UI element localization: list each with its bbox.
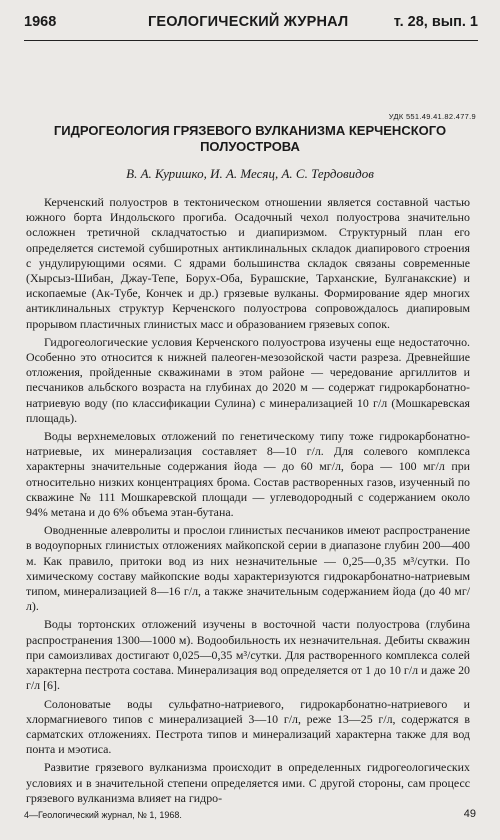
header-volume-issue: т. 28, вып. 1: [393, 14, 478, 30]
running-header: [24, 14, 478, 36]
header-year: 1968: [24, 14, 57, 30]
article-body: [26, 195, 470, 809]
article-title: ГИДРОГЕОЛОГИЯ ГРЯЗЕВОГО ВУЛКАНИЗМА КЕРЧЕНСКОГО ПОЛУОСТРОВА: [53, 123, 447, 154]
header-rule: [24, 40, 478, 41]
article-authors: В. А. Куришко, И. А. Месяц, А. С. Тердовидов: [126, 166, 374, 181]
footer-signature: 4—Геологический журнал, № 1, 1968.: [24, 810, 182, 820]
header-journal-name: ГЕОЛОГИЧЕСКИЙ ЖУРНАЛ: [148, 14, 349, 30]
body-paragraph: Воды тортонских отложений изучены в восточной части полуострова (глубина распространения 1300—1000 м). Водообильность их незначительная. Дебиты скважин при самоизливах достигают 0,025—0,35 м³/сутки. Для растворенного комплекса солей характерна пестрота состава. Минерализация вод определяется от 1 до 10 г/л и даже 20 г/л [6].: [26, 617, 470, 693]
body-paragraph: Развитие грязевого вулканизма происходит в определенных гидрогеологических условиях и в значительной степени определяется ими. С другой стороны, сам процесс грязевого вулканизма влияет на гидро-: [26, 760, 470, 805]
body-paragraph: Воды верхнемеловых отложений по генетическому типу тоже гидрокарбонатно-натриевые, их минерализация составляет 8—10 г/л. Для солевого комплекса характерны значительные содержания йода — до 60 мг/л, бора — 100 мг/л при относительно низких концентрациях брома. Состав растворенных газов, изученный по скважине № 111 Мошкаревской площади — углеводородный с содержанием около 94% метана и до 6% объема этан-бутана.: [26, 429, 470, 520]
body-paragraph: Оводненные алевролиты и прослои глинистых песчаников имеют распространение в водоупорных глинистых отложениях майкопской серии в диапазоне глубин 200—400 м. Как правило, притоки вод из них незначительные — 0,25—0,35 м³/сутки. По химическому составу майкопские воды характеризуются гидрокарбонатно-натриевым типом, минерализацией 8—16 г/л, а также значительным содержанием йода (до 40 мг/л).: [26, 523, 470, 614]
page-footer: [24, 808, 476, 822]
page-number: 49: [463, 808, 476, 820]
body-paragraph: Гидрогеологические условия Керченского полуострова изучены еще недостаточно. Особенно это относится к нижней палеоген-мезозойской части разреза. Древнейшие отложения, пройденные скважинами в этом районе — чередование аргиллитов и песчаников альбского возраста на глубинах до 2020 м — содержат гидрокарбонатно-натриевую воду (по классификации Сулина) с минерализацией 10 г/л (Мошкаревская площадь).: [26, 334, 470, 425]
body-paragraph: Керченский полуостров в тектоническом отношении является составной частью южного борта Индольского прогиба. Осадочный чехол полуострова значительно осложнен третичной складчатостью и диапиризмом. Структурный план его определяется системой субширотных антиклинальных складок диапирового строения с ундулирующими осями. С ядрами большинства складок связаны современные (Хырсыз-Шибан, Джау-Тепе, Борух-Оба, Бурашские, Тарханские, Булганакские) и ископаемые (Ак-Тубе, Кончек и др.) грязевые вулканы. Формирование ядер многих антиклинальных структур Керченского полуострова сопровождалось диапировым прорывом пластичных глинистых масс и образованием грязевых сопок.: [26, 195, 470, 331]
udk-code: УДК 551.49.41.82.477.9: [388, 112, 476, 121]
body-paragraph: Солоноватые воды сульфатно-натриевого, гидрокарбонатно-натриевого и хлормагниевого типов с минерализацией 3—10 г/л, реже 13—25 г/л, содержатся в сарматских отложениях. Пестрота типов и минерализаций характерна также для вод понта и мэотиса.: [26, 696, 470, 757]
